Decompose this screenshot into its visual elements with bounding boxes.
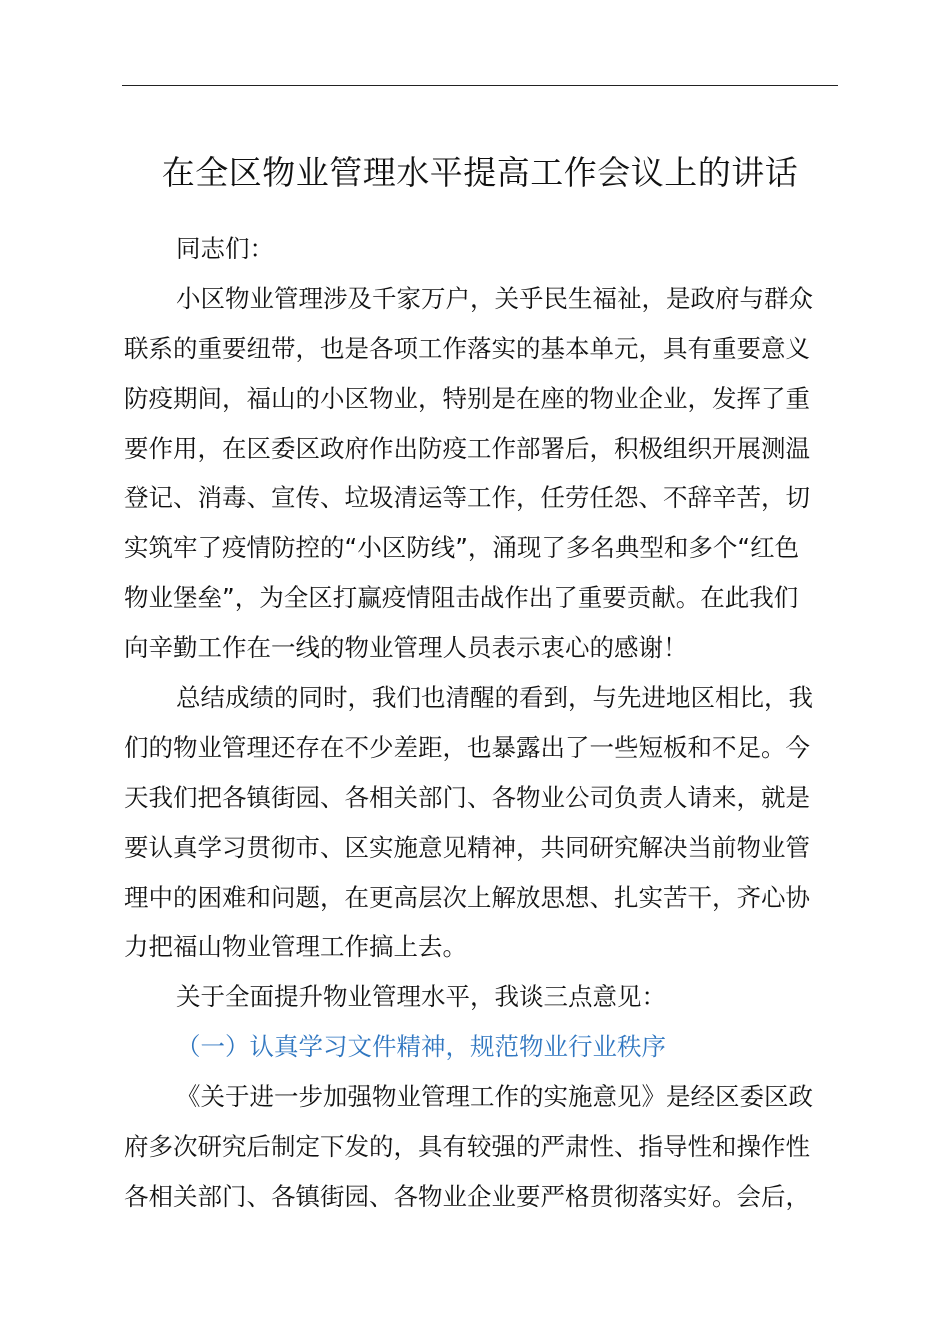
paragraph-line: 物业堡垒”，为全区打赢疫情阻击战作出了重要贡献。在此我们 (124, 583, 799, 613)
paragraph-line: 联系的重要纽带，也是各项工作落实的基本单元，具有重要意义 (124, 333, 810, 363)
salutation: 同志们： (176, 234, 274, 263)
header-rule (122, 85, 838, 86)
paragraph-line: 总结成绩的同时，我们也清醒的看到，与先进地区相比，我 (176, 683, 813, 713)
paragraph-line: 天我们把各镇街园、各相关部门、各物业公司负责人请来，就是 (124, 782, 810, 812)
section-heading: （一）认真学习文件精神，规范物业行业秩序 (176, 1032, 666, 1062)
paragraph-line: 各相关部门、各镇街园、各物业企业要严格贯彻落实好。会后， (124, 1181, 810, 1211)
paragraph-line: 力把福山物业管理工作搞上去。 (124, 932, 467, 962)
paragraph-line: 关于全面提升物业管理水平，我谈三点意见： (176, 982, 666, 1012)
paragraph-line: 要认真学习贯彻市、区实施意见精神，共同研究解决当前物业管 (124, 832, 810, 862)
paragraph-line: 理中的困难和问题，在更高层次上解放思想、扎实苦干，齐心协 (124, 882, 810, 912)
paragraph-line: 防疫期间，福山的小区物业，特别是在座的物业企业，发挥了重 (124, 383, 810, 413)
paragraph-line: 府多次研究后制定下发的，具有较强的严肃性、指导性和操作性 (124, 1132, 810, 1162)
paragraph-line: 小区物业管理涉及千家万户，关乎民生福祉，是政府与群众 (176, 283, 813, 313)
paragraph-line: 实筑牢了疫情防控的“小区防线”，涌现了多名典型和多个“红色 (124, 533, 800, 563)
paragraph-line: 们的物业管理还存在不少差距，也暴露出了一些短板和不足。今 (124, 732, 810, 762)
paragraph-line: 《关于进一步加强物业管理工作的实施意见》是经区委区政 (176, 1082, 813, 1112)
document-title: 在全区物业管理水平提高工作会议上的讲话 (161, 153, 799, 192)
paragraph-line: 要作用，在区委区政府作出防疫工作部署后，积极组织开展测温 (124, 433, 810, 463)
paragraph-line: 向辛勤工作在一线的物业管理人员表示衷心的感谢！ (124, 633, 688, 663)
document-body (124, 224, 840, 1222)
paragraph-line: 登记、消毒、宣传、垃圾清运等工作，任劳任怨、不辞辛苦，切 (124, 483, 810, 513)
